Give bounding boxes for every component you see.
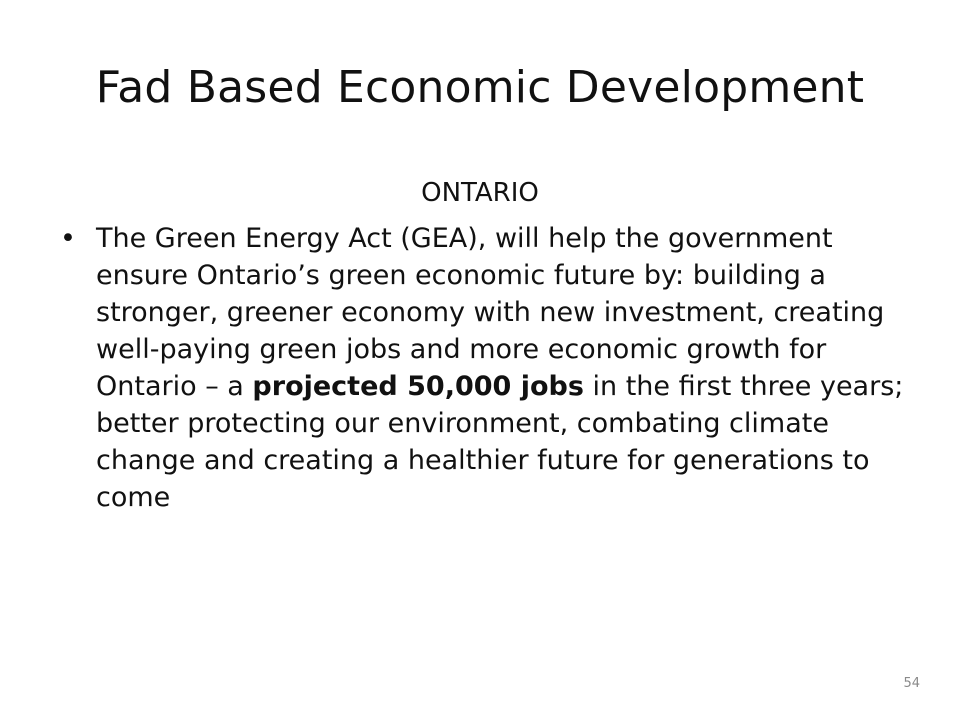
bullet-text-end: in the first three years; better protecting our environment, combating climate change and creating a healthier future for generations to come [96,371,904,513]
slide-subtitle: ONTARIO [421,178,539,208]
slide-title: Fad Based Economic Development [95,62,865,113]
page-number: 54 [903,676,920,691]
bullet-list [60,220,920,516]
bullet-item [60,220,920,516]
bullet-text-start: The Green Energy Act (GEA), will help the government ensure Ontario’s green economic future by: building a stronger, greener economy with new investment, creating well-paying green jobs and more economic growth for Ontario – a [96,223,885,402]
bullet-text-bold: projected 50,000 jobs [252,371,584,402]
bullet-marker: • [60,223,76,254]
